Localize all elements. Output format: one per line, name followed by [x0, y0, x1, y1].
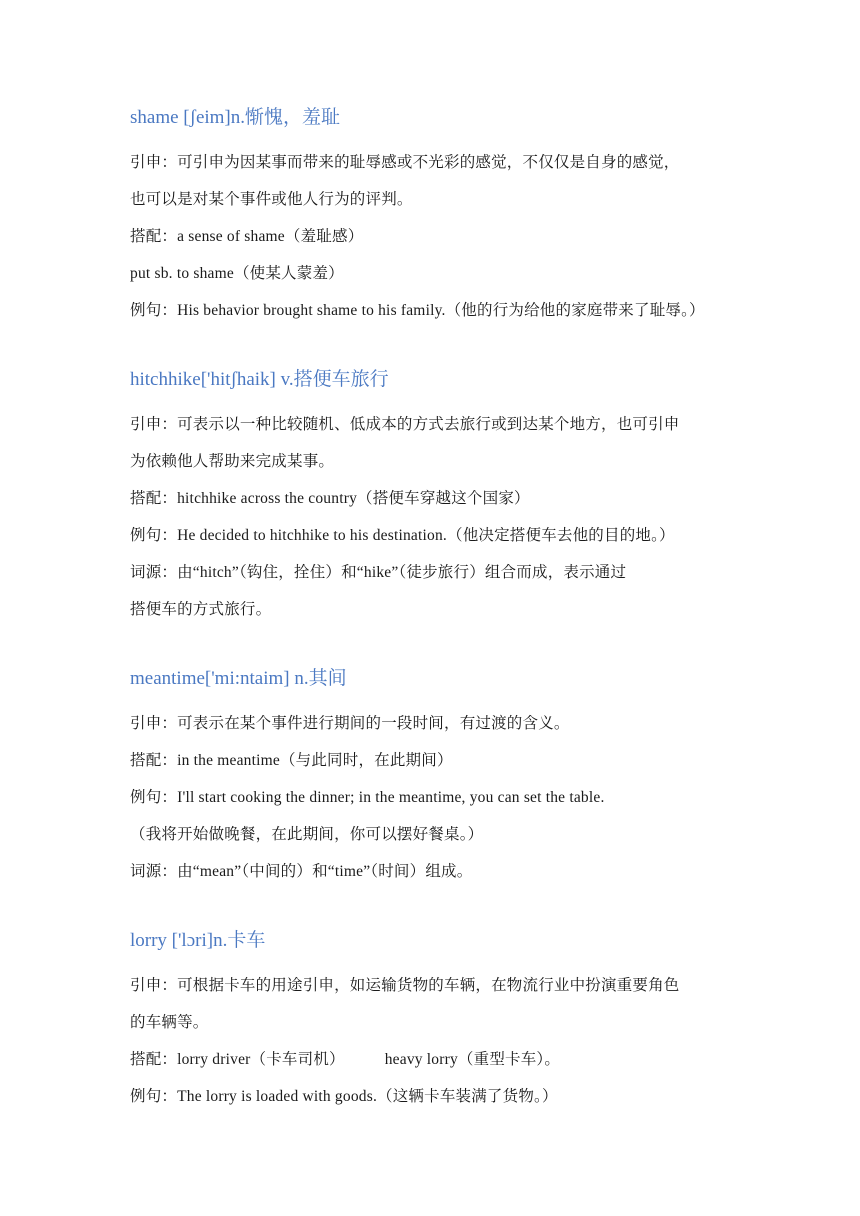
entry-line: 搭配：a sense of shame（羞耻感） — [130, 228, 364, 245]
collocation-lorry-driver: 搭配：lorry driver（卡车司机） — [130, 1051, 345, 1068]
entry-line: 搭配：in the meantime（与此同时，在此期间） — [130, 752, 453, 769]
entry-line: 引申：可表示以一种比较随机、低成本的方式去旅行或到达某个地方，也可引申 — [130, 416, 680, 433]
entry-lorry — [130, 929, 740, 1115]
entry-line: 搭配：hitchhike across the country（搭便车穿越这个国家） — [130, 490, 530, 507]
entry-line: 的车辆等。 — [130, 1014, 209, 1031]
entry-line: 词源：由“hitch”（钩住，拴住）和“hike”（徒步旅行）组合而成，表示通过 — [130, 564, 627, 581]
entry-line: 为依赖他人帮助来完成某事。 — [130, 453, 335, 470]
entry-line: put sb. to shame（使某人蒙羞） — [130, 265, 344, 282]
entry-line: 词源：由“mean”（中间的）和“time”（时间）组成。 — [130, 863, 473, 880]
entry-collocation-line — [130, 1041, 740, 1078]
entry-line: 例句：His behavior brought shame to his family.（他的行为给他的家庭带来了耻辱。） — [130, 302, 705, 319]
entry-meantime — [130, 667, 740, 890]
entry-hitchhike — [130, 368, 740, 628]
entry-headword: meantime['mi:ntaim] n.其间 — [130, 668, 347, 689]
entry-headword: shame [ʃeim]n.惭愧，羞耻 — [130, 107, 341, 128]
entry-line: 搭便车的方式旅行。 — [130, 601, 272, 618]
entry-example-line: 例句：The lorry is loaded with goods.（这辆卡车装满了货物。） — [130, 1088, 558, 1105]
entry-shame — [130, 106, 740, 329]
entry-line: 引申：可根据卡车的用途引申，如运输货物的车辆，在物流行业中扮演重要角色 — [130, 977, 680, 994]
entry-headword: lorry ['lɔri]n.卡车 — [130, 930, 266, 951]
collocation-heavy-lorry: heavy lorry（重型卡车）。 — [384, 1051, 561, 1068]
entry-line: （我将开始做晚餐，在此期间，你可以摆好餐桌。） — [130, 826, 484, 843]
entry-line: 引申：可引申为因某事而带来的耻辱感或不光彩的感觉，不仅仅是自身的感觉， — [130, 154, 680, 171]
entry-line: 例句：I'll start cooking the dinner; in the meantime, you can set the table. — [130, 789, 605, 806]
entry-headword: hitchhike['hitʃhaik] v.搭便车旅行 — [130, 369, 389, 390]
entry-line: 引申：可表示在某个事件进行期间的一段时间，有过渡的含义。 — [130, 715, 570, 732]
entry-line: 例句：He decided to hitchhike to his destination.（他决定搭便车去他的目的地。） — [130, 527, 675, 544]
entry-line: 也可以是对某个事件或他人行为的评判。 — [130, 191, 413, 208]
